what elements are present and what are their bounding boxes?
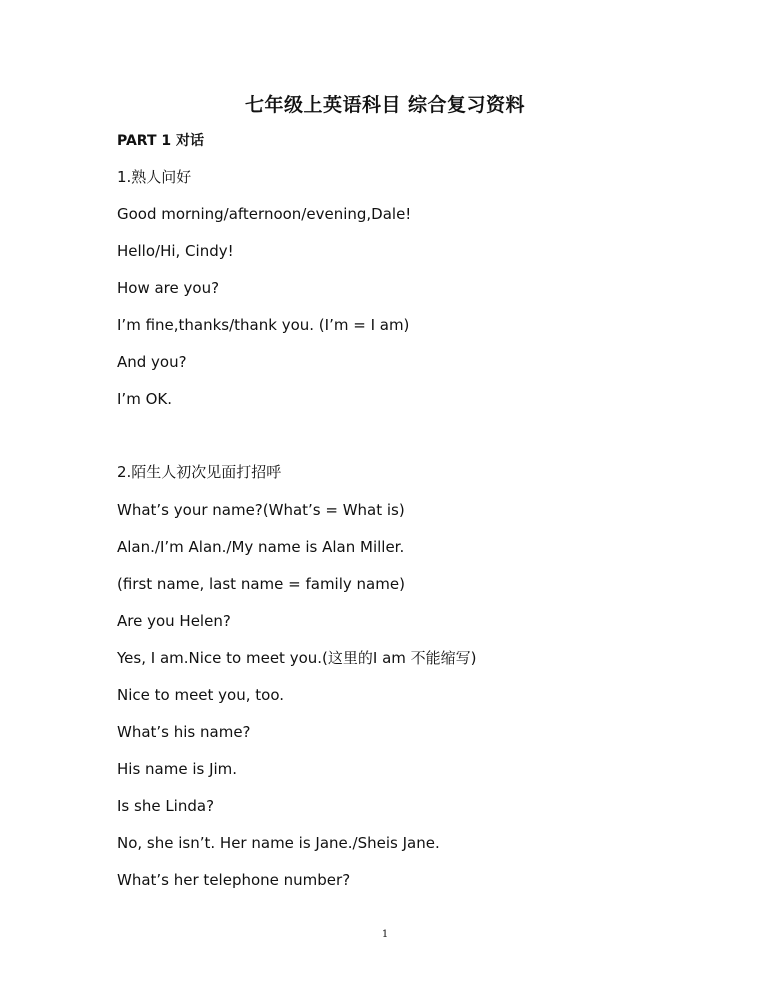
dialogue-line: I’m fine,thanks/thank you. (I’m = I am) bbox=[117, 316, 410, 334]
dialogue-line: How are you? bbox=[117, 279, 220, 297]
dialogue-line: Yes, I am.Nice to meet you.(这里的I am 不能缩写) bbox=[117, 649, 477, 667]
dialogue-line: Good morning/afternoon/evening,Dale! bbox=[117, 205, 412, 223]
dialogue-line: What’s her telephone number? bbox=[117, 871, 351, 889]
dialogue-line: What’s your name?(What’s = What is) bbox=[117, 501, 405, 519]
subsection-heading: 2.陌生人初次见面打招呼 bbox=[117, 463, 282, 481]
dialogue-line: Is she Linda? bbox=[117, 797, 215, 815]
subsection-heading: 1.熟人问好 bbox=[117, 168, 192, 186]
document-title: 七年级上英语科目 综合复习资料 bbox=[244, 94, 526, 116]
dialogue-line: Alan./I’m Alan./My name is Alan Miller. bbox=[117, 538, 405, 556]
page-number: 1 bbox=[381, 929, 389, 940]
dialogue-line: (first name, last name = family name) bbox=[117, 575, 405, 593]
dialogue-line: I’m OK. bbox=[117, 390, 172, 408]
dialogue-line: What’s his name? bbox=[117, 723, 251, 741]
dialogue-line: His name is Jim. bbox=[117, 760, 238, 778]
dialogue-line: Are you Helen? bbox=[117, 612, 231, 630]
section-heading: PART 1 对话 bbox=[117, 133, 205, 149]
dialogue-line: And you? bbox=[117, 353, 187, 371]
dialogue-line: No, she isn’t. Her name is Jane./Sheis Jane. bbox=[117, 834, 440, 852]
dialogue-line: Nice to meet you, too. bbox=[117, 686, 285, 704]
dialogue-line: Hello/Hi, Cindy! bbox=[117, 242, 234, 260]
